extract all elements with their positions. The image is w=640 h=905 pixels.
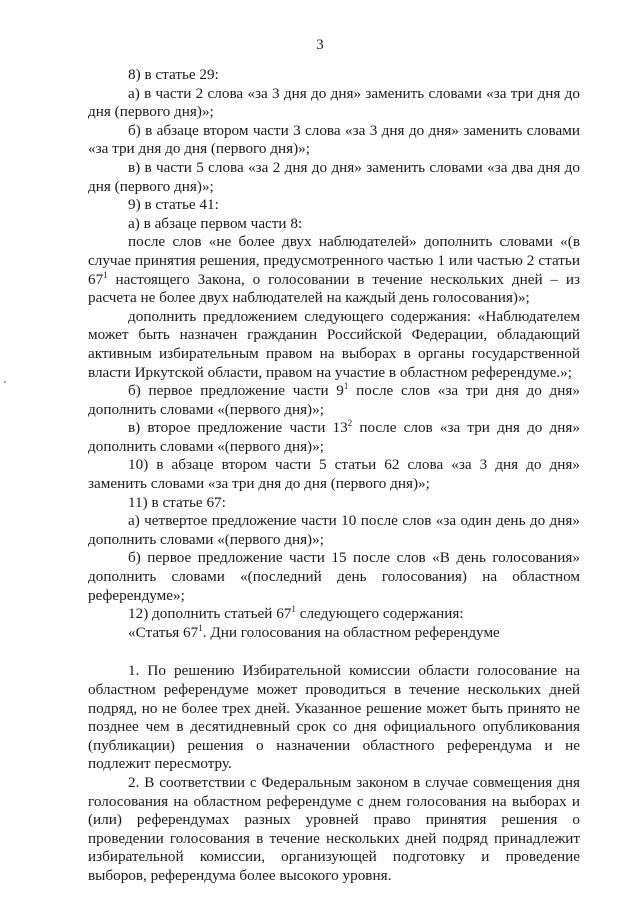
superscript: 1 — [291, 604, 296, 615]
paragraph-item-8c: в) в части 5 слова «за 2 дня до дня» заменить словами «за два дня до дня (первого дня)»; — [88, 158, 580, 195]
paragraph-item-8a: а) в части 2 слова «за 3 дня до дня» заменить словами «за три дня до дня (первого дня)»; — [88, 84, 580, 121]
text-segment: настоящего Закона, о голосовании в течение нескольких дней – из расчета не более двух наблюдателей на каждый день голосования)»; — [88, 270, 580, 307]
paragraph-item-11: 11) в статье 67: — [128, 493, 226, 511]
document-body — [88, 66, 580, 886]
paragraph-item-9a: а) в абзаце первом части 8: — [128, 214, 303, 232]
superscript: 1 — [343, 381, 349, 392]
paragraph-item-8b: б) в абзаце втором части 3 слова «за 3 дня до дня» заменить словами «за три дня до дня (первого дня)»; — [88, 121, 580, 158]
text-segment: «Статья 67 — [128, 623, 199, 641]
superscript: 2 — [347, 418, 353, 429]
text-segment: после слов «за три дня до дня» дополнить словами «(первого дня)»; — [88, 382, 580, 418]
paragraph-item-10: 10) в абзаце втором части 5 статьи 62 слова «за 3 дня до дня» заменить словами «за три дня до дня (первого дня)»; — [88, 456, 580, 493]
paragraph-item-11a: а) четвертое предложение части 10 после слов «за один день до дня» дополнить словами «(первого дня)»; — [88, 512, 580, 548]
article-heading — [88, 624, 580, 643]
paragraph-item-9: 9) в статье 41: — [128, 196, 219, 214]
text-segment: после слов «за три дня до дня» дополнить словами «(первого дня)»; — [88, 419, 580, 455]
page-number: 3 — [316, 37, 324, 53]
text-segment: . Дни голосования на областном референдуме — [202, 623, 500, 641]
paragraph-item-8: 8) в статье 29: — [128, 66, 219, 83]
text-segment: 12) дополнить статьей 67 — [128, 605, 292, 623]
scan-speck — [4, 381, 6, 383]
paragraph-observers-addition — [88, 233, 580, 307]
paragraph-item-11b: б) первое предложение части 15 после слов «В день голосования» дополнить словами «(последний день голосования) на областном референдуме»; — [88, 549, 580, 604]
article-paragraph-1: 1. По решению Избирательной комиссии области голосование на областном референдуме может проводиться в течение нескольких дней подряд, но не более трех дней. Указанное решение может быть принято не позднее чем в десятидневный срок со дня официального опубликования (публикации) решения о назначении областного референдума и не подлежит пересмотру. — [88, 662, 580, 773]
text-segment: следующего содержания: — [295, 605, 464, 623]
text-segment: в) второе предложение части 13 — [128, 419, 348, 437]
superscript: 1 — [103, 269, 108, 280]
text-segment: б) первое предложение части 9 — [128, 382, 344, 400]
text-segment: после слов «не более двух наблюдателей» дополнить словами «(в случае принятия решения, предусмотренного частью 1 или частью 2 статьи 67 — [88, 233, 580, 288]
superscript: 1 — [198, 622, 203, 633]
article-paragraph-2: 2. В соответствии с Федеральным законом в случае совмещения дня голосования на областном референдуме с днем голосования на выборах и (или) референдумах разных уровней право принятия решения о проведении голосования в течение нескольких дней подряд принадлежит избирательной комиссии, организующей подготовку и проведение выборов, референдума более высокого уровня. — [88, 773, 580, 884]
spacer — [88, 642, 580, 662]
paragraph-item-9c — [88, 419, 580, 456]
paragraph-observer-sentence: дополнить предложением следующего содержания: «Наблюдателем может быть назначен гражданин Российской Федерации, обладающий активным избирательным правом на выборах в органы государственной власти Иркутской области, правом на участие в областном референдуме.»; — [88, 307, 580, 381]
paragraph-item-12 — [88, 605, 580, 624]
paragraph-item-9b — [88, 382, 580, 419]
